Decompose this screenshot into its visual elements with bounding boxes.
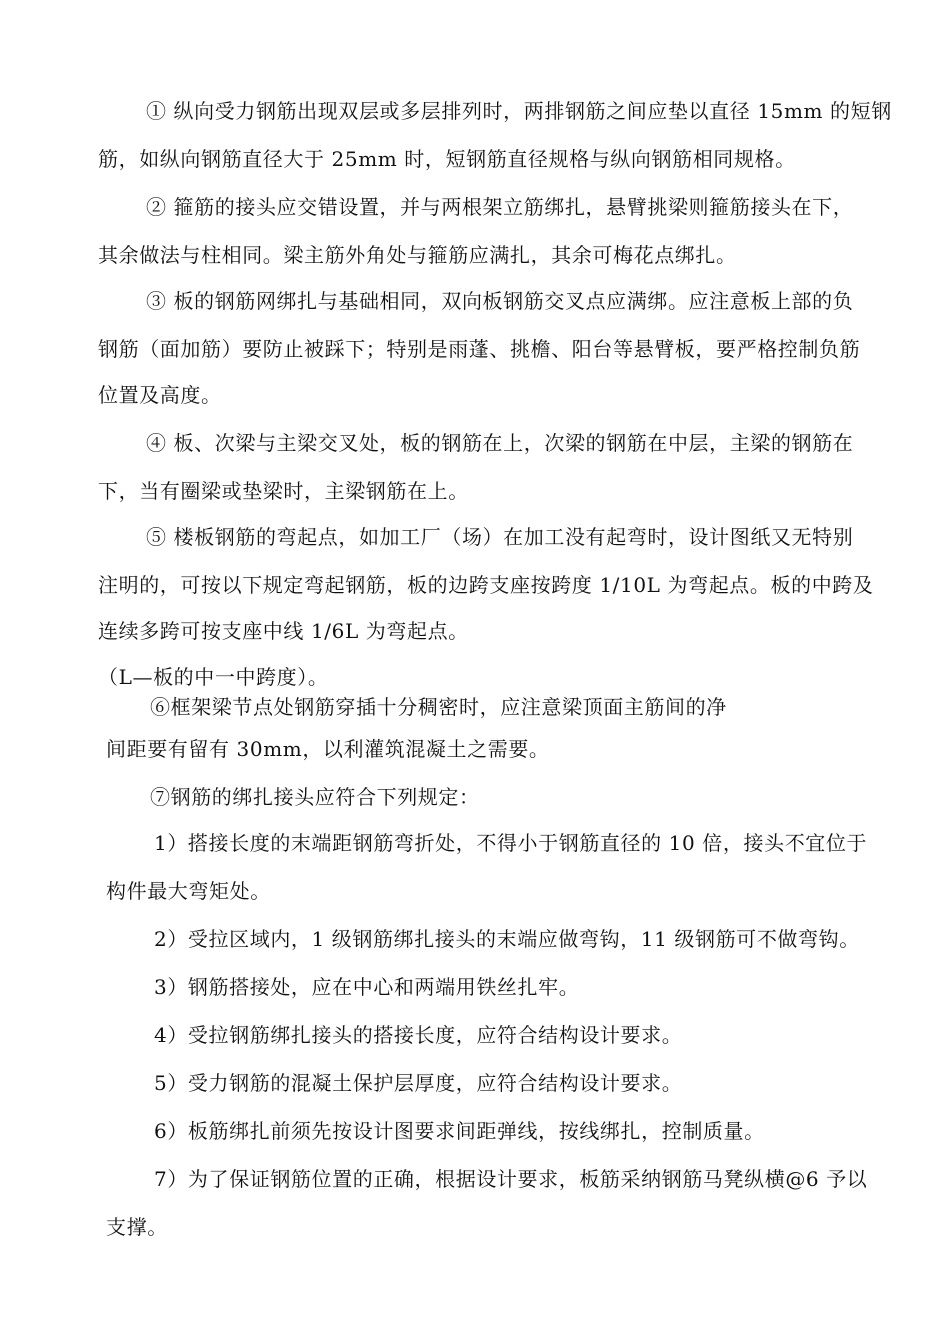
paragraph-5-line-1: ⑤ 楼板钢筋的弯起点，如加工厂（场）在加工没有起弯时，设计图纸又无特别 [146, 525, 854, 549]
paragraph-3-line-3: 位置及高度。 [98, 383, 222, 407]
rule-3: 3）钢筋搭接处，应在中心和两端用铁丝扎牢。 [154, 975, 580, 999]
paragraph-7-heading: ⑦钢筋的绑扎接头应符合下列规定： [150, 785, 480, 809]
rule-2: 2）受拉区域内，1 级钢筋绑扎接头的末端应做弯钩，11 级钢筋可不做弯钩。 [154, 927, 860, 951]
paragraph-5-line-4: （L—板的中一中跨度）。 [98, 665, 329, 689]
paragraph-6-line-1: ⑥框架梁节点处钢筋穿插十分稠密时，应注意梁顶面主筋间的净 [150, 695, 727, 719]
paragraph-4-line-1: ④ 板、次梁与主梁交叉处，板的钢筋在上，次梁的钢筋在中层，主梁的钢筋在 [146, 431, 854, 455]
rule-4: 4）受拉钢筋绑扎接头的搭接长度，应符合结构设计要求。 [154, 1023, 683, 1047]
paragraph-2-line-1: ② 箍筋的接头应交错设置，并与两根架立筋绑扎，悬臂挑梁则箍筋接头在下， [146, 195, 854, 219]
rule-7-line-1: 7）为了保证钢筋位置的正确，根据设计要求，板筋采纳钢筋马凳纵横@6 予以 [154, 1167, 868, 1191]
paragraph-4-line-2: 下，当有圈梁或垫梁时，主梁钢筋在上。 [98, 479, 469, 503]
paragraph-1-line-1: ① 纵向受力钢筋出现双层或多层排列时，两排钢筋之间应垫以直径 15mm 的短钢 [146, 99, 892, 123]
paragraph-5-line-2: 注明的，可按以下规定弯起钢筋，板的边跨支座按跨度 1/10L 为弯起点。板的中跨及 [98, 573, 874, 597]
rule-1-line-1: 1）搭接长度的末端距钢筋弯折处，不得小于钢筋直径的 10 倍，接头不宜位于 [154, 831, 868, 855]
paragraph-1-line-2: 筋，如纵向钢筋直径大于 25mm 时，短钢筋直径规格与纵向钢筋相同规格。 [98, 147, 796, 171]
rule-7-line-2: 支撑。 [106, 1215, 168, 1239]
rule-5: 5）受力钢筋的混凝土保护层厚度，应符合结构设计要求。 [154, 1071, 683, 1095]
rule-1-line-2: 构件最大弯矩处。 [106, 879, 271, 903]
paragraph-3-line-1: ③ 板的钢筋网绑扎与基础相同，双向板钢筋交叉点应满绑。应注意板上部的负 [146, 289, 854, 313]
paragraph-3-line-2: 钢筋（面加筋）要防止被踩下；特别是雨蓬、挑檐、阳台等悬臂板，要严格控制负筋 [98, 337, 861, 361]
paragraph-5-line-3: 连续多跨可按支座中线 1/6L 为弯起点。 [98, 619, 469, 643]
paragraph-2-line-2: 其余做法与柱相同。梁主筋外角处与箍筋应满扎，其余可梅花点绑扎。 [98, 243, 737, 267]
rule-6: 6）板筋绑扎前须先按设计图要求间距弹线，按线绑扎，控制质量。 [154, 1119, 765, 1143]
paragraph-6-line-2: 间距要有留有 30mm，以利灌筑混凝土之需要。 [106, 737, 550, 761]
